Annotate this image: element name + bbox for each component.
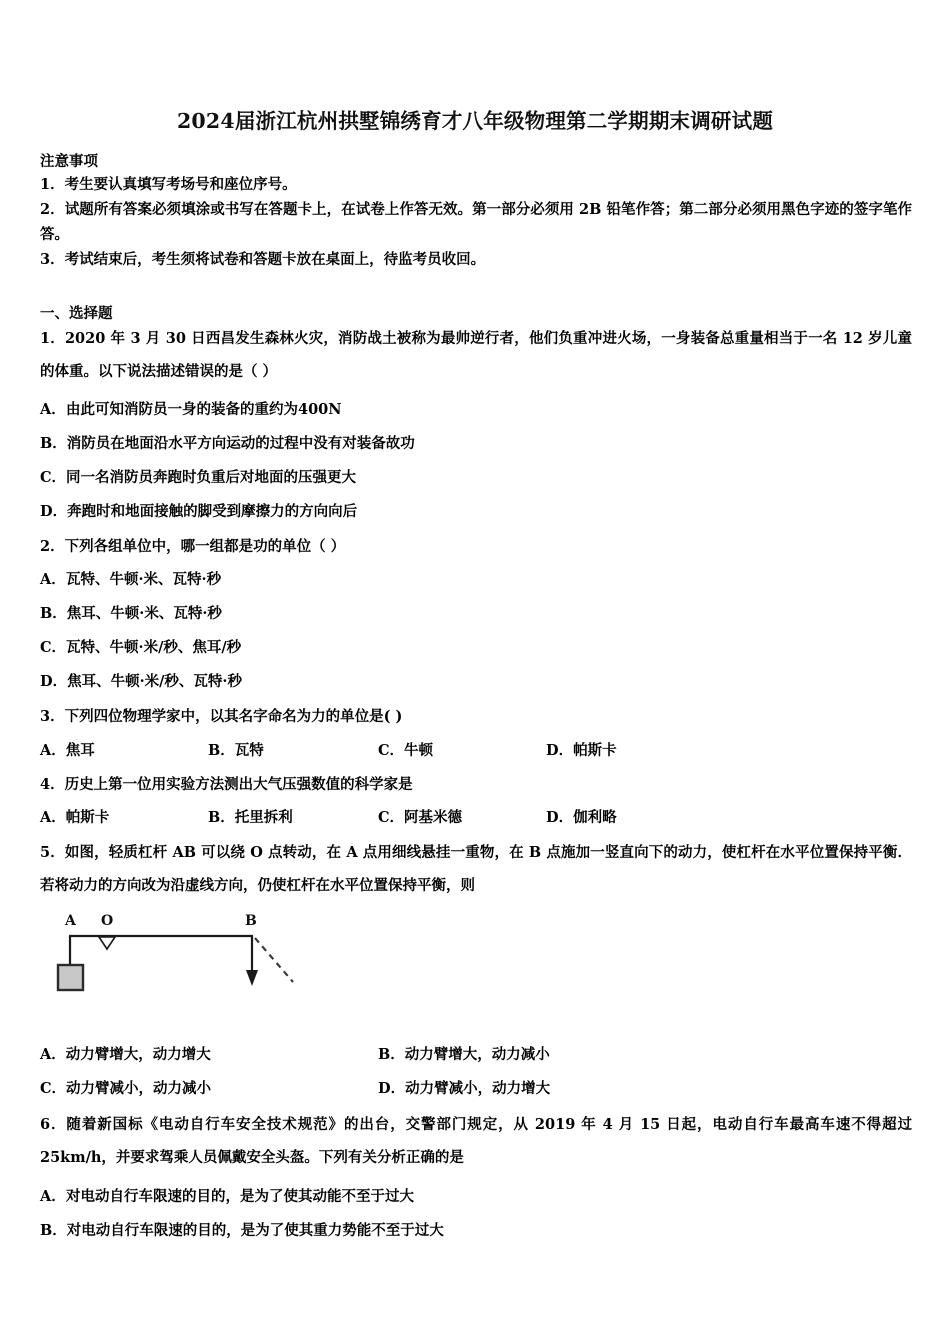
option-label: C． [378, 809, 405, 826]
question-2-option-a [40, 563, 912, 597]
option-label: D． [378, 1080, 406, 1097]
question-3-option-b [208, 734, 264, 768]
question-4-option-c [378, 801, 462, 835]
question-3-option-d [546, 734, 617, 768]
question-4-stem: 4．历史上第一位用实验方法测出大气压强数值的科学家是 [40, 776, 413, 793]
option-label: B． [40, 435, 67, 452]
option-text: 瓦特 [234, 742, 264, 759]
question-4-options [40, 801, 912, 835]
option-label: B． [40, 1222, 67, 1239]
option-label: A． [40, 1188, 66, 1205]
option-text: 动力臂减小，动力增大 [405, 1080, 551, 1097]
question-6-option-a [40, 1180, 912, 1214]
option-text: 消防员在地面沿水平方向运动的过程中没有对装备故功 [66, 435, 415, 452]
question-3-option-c [378, 734, 433, 768]
option-label: B． [208, 809, 235, 826]
label-a: A [65, 913, 76, 929]
question-5-options-row-2 [40, 1072, 912, 1106]
label-o: O [101, 913, 114, 929]
question-1-option-b [40, 427, 912, 461]
question-3-stem: 3．下列四位物理学家中，以其名字命名为力的单位是( ) [40, 708, 403, 725]
label-b: B [245, 913, 257, 929]
option-text: 瓦特、牛顿·米、瓦特·秒 [66, 571, 222, 588]
option-label: C． [40, 1080, 67, 1097]
option-text: 瓦特、牛顿·米/秒、焦耳/秒 [66, 639, 242, 656]
option-label: A． [40, 401, 66, 418]
option-text: 焦耳、牛顿·米/秒、瓦特·秒 [67, 673, 242, 690]
notice-item-2: 2．试题所有答案必须填涂或书写在答题卡上，在试卷上作答无效。第一部分必须用 2B 铅笔作答；第二部分必须用黑色字迹的签字笔作答。 [40, 201, 912, 243]
question-1-option-d [40, 495, 912, 529]
question-5-options-row-1 [40, 1038, 912, 1072]
section-heading: 一、选择题 [40, 305, 113, 322]
question-2-option-b [40, 597, 912, 631]
option-label: D． [40, 673, 68, 690]
question-6-option-b [40, 1214, 912, 1248]
question-4-option-d [546, 801, 617, 835]
option-text: 帕斯卡 [573, 742, 617, 759]
option-label: A． [40, 1046, 66, 1063]
option-text: 动力臂减小，动力减小 [66, 1080, 212, 1097]
notice-list [40, 172, 912, 272]
notice-item-3: 3．考试结束后，考生须将试卷和答题卡放在桌面上，待监考员收回。 [40, 251, 486, 268]
notice-item-1: 1．考生要认真填写考场号和座位序号。 [40, 176, 297, 193]
option-text: 奔跑时和地面接触的脚受到摩擦力的方向向后 [67, 503, 358, 520]
option-label: C． [40, 639, 67, 656]
option-text: 对电动自行车限速的目的，是为了使其重力势能不至于过大 [66, 1222, 444, 1239]
question-2-option-c [40, 631, 912, 665]
question-5-option-d [378, 1072, 550, 1106]
option-label: A． [40, 809, 66, 826]
question-3-option-a [40, 734, 95, 768]
option-label: B． [40, 605, 67, 622]
question-4-option-a [40, 801, 109, 835]
question-2-stem: 2．下列各组单位中，哪一组都是功的单位（ ） [40, 538, 346, 555]
question-5-stem: 5．如图，轻质杠杆 AB 可以绕 O 点转动，在 A 点用细线悬挂一重物，在 B 点施加一竖直向下的动力，使杠杆在水平位置保持平衡．若将动力的方向改为沿虚线方向，仍使杠杆在水平位置保持平衡，则 [40, 844, 912, 894]
option-text: 阿基米德 [404, 809, 463, 826]
option-text: 牛顿 [404, 742, 434, 759]
option-label: A． [40, 571, 66, 588]
option-text: 同一名消防员奔跑时负重后对地面的压强更大 [66, 469, 357, 486]
question-5-option-c [40, 1072, 211, 1106]
option-label: D． [546, 742, 574, 759]
question-3-options [40, 734, 912, 768]
option-text: 动力臂增大，动力增大 [65, 1046, 211, 1063]
question-5-option-b [378, 1038, 550, 1072]
option-text: 帕斯卡 [65, 809, 110, 826]
option-label: C． [40, 469, 67, 486]
page-title: 2024届浙江杭州拱墅锦绣育才八年级物理第二学期期末调研试题 [176, 109, 774, 133]
question-4-option-b [208, 801, 293, 835]
option-text: 伽利略 [573, 809, 617, 826]
option-label: D． [546, 809, 574, 826]
option-text: 动力臂增大，动力减小 [404, 1046, 550, 1063]
question-1-option-a [40, 393, 912, 427]
option-text: 由此可知消防员一身的装备的重约为400N [66, 401, 342, 418]
option-label: A． [40, 742, 66, 759]
question-1-stem: 1．2020 年 3 月 30 日西昌发生森林火灾，消防战土被称为最帅逆行者，他们负重冲进火场，一身装备总重量相当于一名 12 岁儿童的体重。以下说法描述错误的是（ ） [40, 330, 912, 380]
question-2-option-d [40, 665, 912, 699]
option-label: C． [378, 742, 405, 759]
lever-diagram [55, 912, 315, 1022]
option-text: 托里拆利 [234, 809, 293, 826]
question-6-stem: 6．随着新国标《电动自行车安全技术规范》的出台，交警部门规定，从 2019 年 4 月 15 日起，电动自行车最高车速不得超过 25km/h，并要求驾乘人员佩戴安全头盔。下列有关分析正确的是 [40, 1116, 912, 1166]
question-1-option-c [40, 461, 912, 495]
notice-heading: 注意事项 [40, 153, 98, 170]
option-text: 对电动自行车限速的目的，是为了使其动能不至于过大 [66, 1188, 414, 1205]
option-label: B． [208, 742, 235, 759]
option-text: 焦耳 [65, 742, 95, 759]
option-text: 焦耳、牛顿·米、瓦特·秒 [66, 605, 222, 622]
option-label: B． [378, 1046, 405, 1063]
question-5-option-a [40, 1038, 211, 1072]
option-label: D． [40, 503, 68, 520]
